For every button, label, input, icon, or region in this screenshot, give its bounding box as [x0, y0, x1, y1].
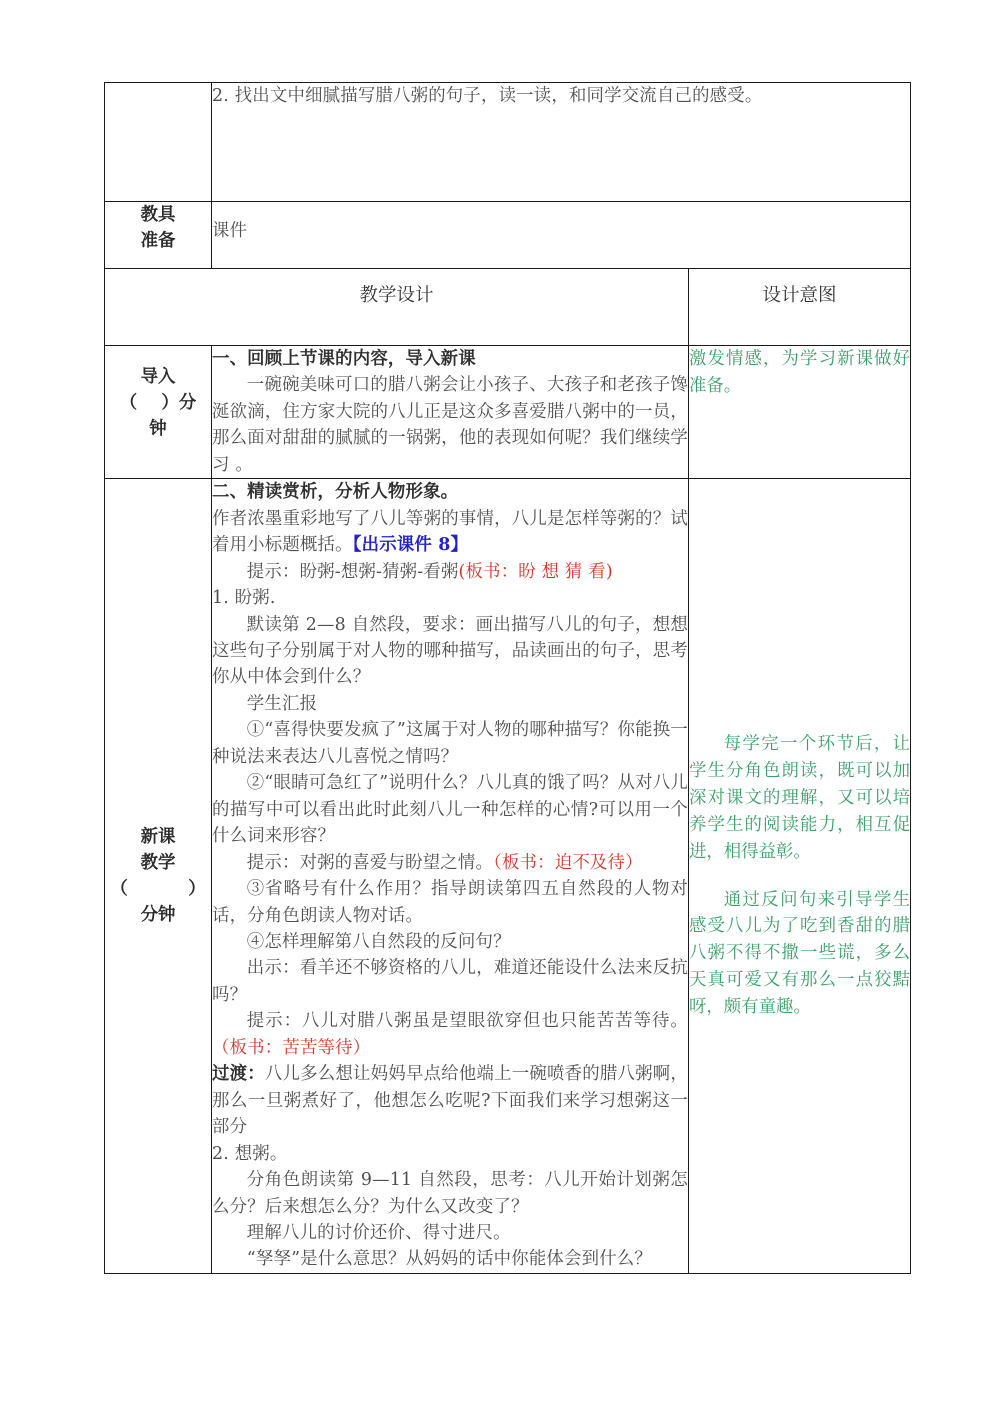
new-lesson-p2-line [212, 559, 688, 585]
new-lesson-p1: 作者浓墨重彩地写了八儿等粥的事情，八儿是怎样等粥的？试着用小标题概括。 [212, 508, 688, 556]
cell-new-lesson-content [212, 479, 689, 1274]
new-lesson-p17: “孥孥”是什么意思？从妈妈的话中你能体会到什么？ [246, 1249, 652, 1270]
table-row-top-task [105, 83, 911, 202]
new-lesson-label-line1: 新课 [140, 826, 176, 847]
introduction-label-line1: 导入 [140, 367, 176, 387]
new-lesson-p3: 1. 盼粥. [212, 588, 276, 609]
teaching-aids-label-line2: 准备 [140, 231, 176, 252]
introduction-label-line3: 钟 [149, 419, 167, 440]
table-row-teaching-aids [105, 202, 911, 269]
introduction-intent: 激发情感，为学习新课做好准备。 [689, 349, 911, 396]
blackboard-note-2: （板书：迫不及待） [493, 852, 643, 873]
new-lesson-p15: 分角色朗读第 9—11 自然段，思考：八儿开始计划粥怎么分？后来想怎么分？为什么又改变了？ [212, 1170, 688, 1217]
cell-introduction-intent [689, 346, 911, 479]
intent-title: 设计意图 [762, 285, 837, 306]
teaching-aids-label-line1: 教具 [140, 205, 176, 225]
transition-label: 过渡： [212, 1064, 265, 1085]
cell-intent-title [689, 269, 911, 346]
blackboard-note-1: (板书：盼 想 猜 看) [458, 561, 613, 582]
table-row-introduction [105, 346, 911, 479]
introduction-paragraph: 一碗碗美味可口的腊八粥会让小孩子、大孩子和老孩子馋涎欲滴，住方家大院的八儿正是这众多喜爱腊八粥中的一员，那么面对甜甜的腻腻的一锅粥，他的表现如何呢？我们继续学习 。 [212, 375, 688, 475]
cell-design-title [105, 269, 689, 346]
cell-teaching-aids-content [212, 202, 911, 269]
new-lesson-p16: 理解八儿的讨价还价、得寸进尺。 [246, 1222, 511, 1243]
new-lesson-label-line2: 教学 [140, 852, 176, 873]
new-lesson-p13-line [212, 1061, 688, 1140]
top-task-text: 2. 找出文中细腻描写腊八粥的句子，读一读，和同学交流自己的感受。 [212, 86, 763, 106]
blackboard-note-3: （板书：苦苦等待） [212, 1037, 371, 1058]
cell-teaching-aids-label [105, 202, 212, 269]
new-lesson-p2-prefix: 提示：盼粥-想粥-猜粥-看粥 [246, 561, 459, 582]
new-lesson-label-line3: （ ） [110, 879, 206, 900]
introduction-heading: 一、回顾上节课的内容，导入新课 [212, 349, 476, 369]
new-lesson-p12-line [212, 1008, 688, 1061]
cell-new-lesson-label [105, 479, 212, 1274]
introduction-body [212, 346, 688, 478]
new-lesson-p9: ③省略号有什么作用？指导朗读第四五自然段的人物对话，分角色朗读人物对话。 [212, 879, 688, 926]
introduction-label [105, 346, 211, 442]
new-lesson-p6: ①“喜得快要发疯了”这属于对人物的哪种描写？你能换一种说法来表达八儿喜悦之情吗？ [212, 720, 688, 767]
new-lesson-p8-line [212, 850, 688, 876]
cell-top-task-label [105, 83, 212, 202]
new-lesson-body [212, 479, 688, 1273]
cell-introduction-content [212, 346, 689, 479]
teaching-aids-label [105, 202, 211, 254]
introduction-label-line2: （ ）分 [119, 393, 197, 414]
new-lesson-intent-2: 通过反问句来引导学生感受八儿为了吃到香甜的腊八粥不得不撒一些谎，多么天真可爱又有那么一点狡黠呀，颇有童趣。 [689, 889, 911, 1018]
new-lesson-label-line4: 分钟 [140, 905, 176, 926]
new-lesson-p10: ④怎样理解第八自然段的反问句？ [246, 931, 511, 952]
table-row-new-lesson [105, 479, 911, 1274]
new-lesson-intent-block [689, 731, 910, 1022]
new-lesson-label [105, 824, 211, 928]
design-title: 教学设计 [359, 285, 434, 306]
new-lesson-p11: 出示：看羊还不够资格的八儿，难道还能设什么法来反抗吗？ [212, 958, 688, 1005]
cell-introduction-label [105, 346, 212, 479]
new-lesson-p4: 默读第 2—8 自然段，要求：画出描写八儿的句子，想想这些句子分别属于对人物的哪种描写，品读画出的句子，思考你从中体会到什么？ [212, 614, 688, 688]
new-lesson-heading: 二、精读赏析，分析人物形象。 [212, 482, 459, 503]
new-lesson-p8-prefix: 提示：对粥的喜爱与盼望之情。 [246, 852, 494, 873]
new-lesson-p14: 2. 想粥。 [212, 1143, 288, 1164]
lesson-plan-table [104, 82, 911, 1274]
teaching-aids-content: 课件 [212, 221, 248, 241]
cell-top-task-content [212, 83, 911, 202]
new-lesson-p5: 学生汇报 [246, 693, 318, 714]
new-lesson-intent-1: 每学完一个环节后，让学生分角色朗读，既可以加深对课文的理解，又可以培养学生的阅读能力，相互促进，相得益彰。 [689, 733, 911, 862]
table-row-section-header [105, 269, 911, 346]
new-lesson-p13: 八儿多么想让妈妈早点给他端上一碗喷香的腊八粥啊，那么一旦粥煮好了，他想怎么吃呢?下面我们来学习想粥这一部分 [212, 1064, 688, 1138]
cell-new-lesson-intent [689, 479, 911, 1274]
new-lesson-p7: ②“眼睛可急红了”说明什么？八儿真的饿了吗？从对八儿的描写中可以看出此时此刻八儿一种怎样的心情?可以用一个什么词来形容？ [212, 773, 688, 847]
new-lesson-p1-line [212, 506, 688, 559]
new-lesson-p12-prefix: 提示：八儿对腊八粥虽是望眼欲穿但也只能苦苦等待。 [246, 1011, 688, 1032]
courseware-tag-8: 【出示课件 8】 [352, 535, 469, 556]
